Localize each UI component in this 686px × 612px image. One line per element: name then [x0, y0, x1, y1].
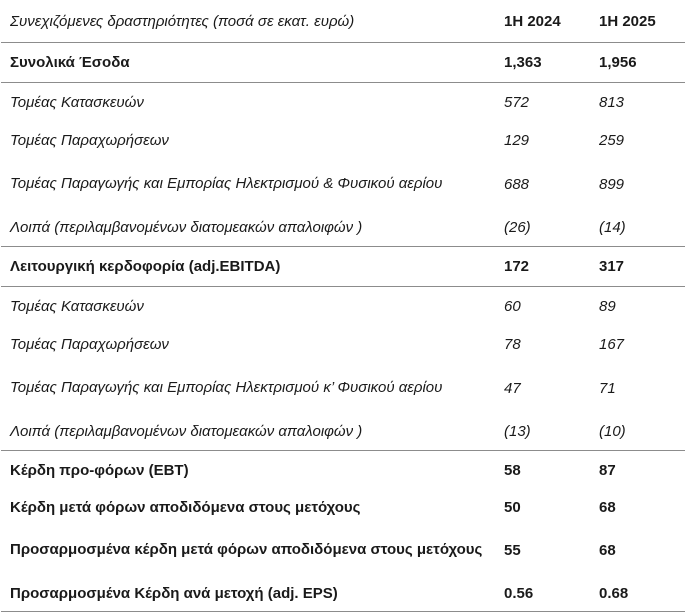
row-value-2024: 129	[504, 131, 530, 149]
row-value-2024: 60	[495, 287, 590, 326]
row-value-2024: 58	[495, 451, 590, 490]
row-value-2024: (26)	[504, 219, 531, 236]
row-value-2025: 71	[599, 379, 616, 397]
table-row	[1, 525, 685, 575]
row-value-2024: 1,363	[504, 54, 542, 71]
financial-results-table	[1, 0, 685, 612]
row-value-2025: 813	[590, 83, 685, 122]
row-value-2025: 68	[599, 498, 616, 516]
row-label: Τομέας Παραχωρήσεων	[10, 335, 169, 353]
table-row	[1, 363, 685, 413]
table-row	[1, 247, 685, 287]
table-row	[1, 43, 685, 83]
row-label: Συνολικά Έσοδα	[10, 54, 130, 71]
row-value-2025: 317	[590, 247, 685, 287]
row-value-2024: 47	[504, 379, 521, 397]
table-row	[1, 83, 685, 122]
row-label-text: Τομέας Παραγωγής και Εμπορίας Ηλεκτρισμού & Φυσικού αερίου	[10, 175, 443, 192]
table-row	[1, 575, 685, 612]
row-label-text: Τομέας Παραγωγής και Εμπορίας Ηλεκτρισμού κ’ Φυσικού αερίου	[10, 379, 443, 396]
row-value-2025: 259	[599, 131, 625, 149]
row-label: Τομέας Κατασκευών	[1, 287, 495, 326]
row-value-2025: 1,956	[599, 54, 637, 71]
header-label: Συνεχιζόμενες δραστηριότητες (ποσά σε εκατ. ευρώ)	[1, 0, 495, 43]
row-label: Λειτουργική κερδοφορία (adj.EBITDA)	[1, 247, 495, 287]
table-row	[1, 209, 685, 247]
table-row	[1, 287, 685, 326]
row-label: Κέρδη μετά φόρων αποδιδόμενα στους μετόχους	[10, 498, 361, 516]
row-label-text: Προσαρμοσμένα κέρδη μετά φόρων αποδιδόμενα στους μετόχους	[10, 541, 483, 558]
row-label	[1, 363, 495, 413]
table-row	[1, 413, 685, 451]
row-label	[1, 159, 495, 209]
table-row	[1, 325, 685, 363]
row-value-2024: 55	[504, 541, 521, 559]
row-value-2025: (14)	[599, 219, 626, 236]
row-value-2025: 899	[599, 175, 625, 193]
table-row	[1, 159, 685, 209]
row-value-2024: 688	[504, 175, 530, 193]
row-value-2025: 167	[599, 335, 625, 353]
row-label: Προσαρμοσμένα Κέρδη ανά μετοχή (adj. EPS)	[1, 575, 495, 612]
row-label: Λοιπά (περιλαμβανομένων διατομεακών απαλοιφών )	[10, 219, 363, 236]
table-header-row	[1, 0, 685, 43]
table-row	[1, 121, 685, 159]
row-value-2024: 78	[504, 335, 521, 353]
row-value-2024: 572	[495, 83, 590, 122]
row-value-2024: 172	[495, 247, 590, 287]
row-value-2024: 50	[504, 498, 521, 516]
row-label: Κέρδη προ-φόρων (EBT)	[1, 451, 495, 490]
row-label	[1, 525, 495, 575]
row-value-2025: 0.68	[590, 575, 685, 612]
row-value-2025: 87	[590, 451, 685, 490]
row-value-2024: 0.56	[495, 575, 590, 612]
row-value-2025: (10)	[599, 423, 626, 440]
header-col-1h-2025: 1H 2025	[590, 0, 685, 43]
header-col-1h-2024: 1H 2024	[495, 0, 590, 43]
row-value-2024: (13)	[504, 423, 531, 440]
row-value-2025: 68	[599, 541, 616, 559]
table-row	[1, 451, 685, 490]
row-label: Τομέας Παραχωρήσεων	[10, 131, 169, 149]
row-label: Λοιπά (περιλαμβανομένων διατομεακών απαλοιφών )	[10, 423, 363, 440]
row-label: Τομέας Κατασκευών	[1, 83, 495, 122]
table-row	[1, 489, 685, 525]
row-value-2025: 89	[590, 287, 685, 326]
